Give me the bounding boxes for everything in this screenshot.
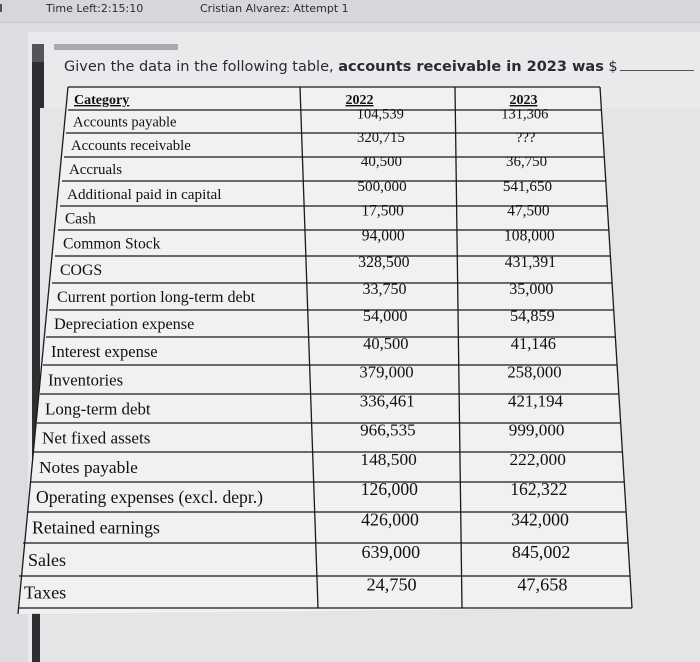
table-cell-2022: 33,750	[362, 281, 407, 299]
table-cell-category: Additional paid in capital	[67, 185, 222, 203]
table-cell-2023: 36,750	[506, 154, 548, 171]
table-cell-category: Accounts payable	[73, 114, 177, 131]
time-left-label: Time Left:2:15:10	[46, 2, 144, 15]
table-cell-category: Current portion long-term debt	[57, 289, 256, 307]
table-cell-category: Retained earnings	[32, 517, 160, 538]
table-cell-2023: 845,002	[511, 541, 571, 562]
question-suffix: $	[603, 59, 618, 75]
table-cell-2023: 47,658	[517, 574, 568, 595]
table-cell-2023: 421,194	[508, 391, 564, 411]
table-cell-2023: 41,146	[510, 333, 557, 353]
header-2023: 2023	[509, 93, 538, 108]
table-cell-2022: 40,500	[360, 154, 403, 171]
table-cell-2023: 541,650	[502, 177, 553, 195]
table-cell-2023: 35,000	[509, 281, 554, 299]
table-cell-2022: 40,500	[363, 333, 409, 353]
table-cell-2023: 342,000	[511, 509, 569, 530]
table-cell-2022: 24,750	[366, 574, 417, 595]
table-cell-category: Inventories	[48, 370, 124, 390]
table-cell-2022: 126,000	[360, 479, 418, 500]
table-cell-2022: 379,000	[359, 362, 414, 382]
table-cell-category: Interest expense	[51, 341, 158, 361]
header-2022: 2022	[345, 93, 374, 108]
table-cell-2023: 131,306	[501, 106, 549, 123]
table-cell-category: Accounts receivable	[71, 138, 191, 155]
table-cell-2023: ???	[515, 130, 536, 147]
table-cell-category: Sales	[28, 549, 67, 570]
table-cell-2022: 426,000	[361, 509, 419, 530]
table-cell-2022: 17,500	[361, 202, 404, 220]
table-cell-category: Common Stock	[63, 235, 161, 253]
table-cell-category: Operating expenses (excl. depr.)	[36, 487, 263, 508]
table-cell-2022: 966,535	[360, 420, 416, 440]
table-cell-2022: 639,000	[361, 541, 421, 562]
table-cell-2022: 336,461	[359, 391, 415, 411]
table-cell-2023: 431,391	[504, 254, 557, 272]
table-cell-2022: 500,000	[357, 177, 407, 195]
table-cell-2022: 320,715	[356, 130, 405, 147]
table-cell-2023: 108,000	[503, 227, 555, 245]
question-bold: accounts receivable in 2023 was	[338, 59, 604, 75]
header-category: Category	[74, 93, 130, 108]
table-cell-2022: 94,000	[361, 227, 405, 245]
table-cell-category: Accruals	[69, 162, 123, 179]
table-cell-category: Depreciation expense	[54, 315, 195, 334]
table-cell-2022: 148,500	[360, 450, 417, 470]
table-cell-2022: 328,500	[358, 254, 410, 272]
table-cell-2023: 47,500	[507, 202, 550, 220]
table-cell-2023: 258,000	[507, 362, 562, 382]
table-cell-category: Net fixed assets	[42, 428, 151, 448]
table-cell-2023: 54,859	[510, 307, 555, 326]
table-cell-2022: 54,000	[362, 307, 408, 326]
table-cell-2023: 222,000	[509, 450, 566, 470]
question-prefix: Given the data in the following table,	[64, 59, 339, 75]
attempt-label: Cristian Alvarez: Attempt 1	[200, 2, 349, 15]
table-cell-category: Notes payable	[39, 458, 138, 478]
table-cell-category: Taxes	[24, 582, 67, 603]
table-cell-2023: 999,000	[508, 420, 565, 440]
table-cell-2022: 104,539	[356, 106, 404, 123]
table-cell-category: COGS	[60, 262, 103, 280]
table-cell-category: Long-term debt	[45, 399, 151, 419]
table-cell-category: Cash	[65, 210, 96, 228]
table-cell-2023: 162,322	[510, 479, 568, 500]
